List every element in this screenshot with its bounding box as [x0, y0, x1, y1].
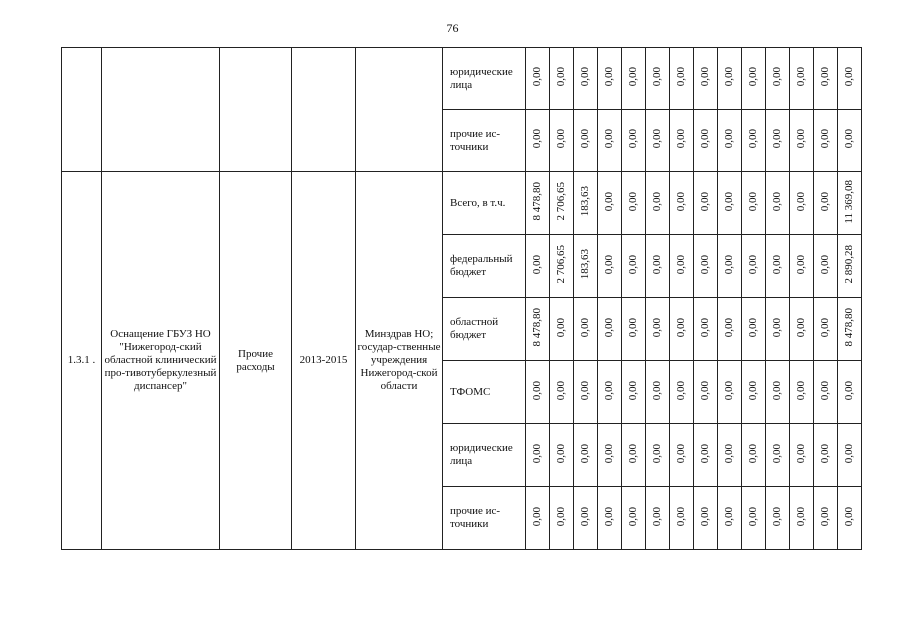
value-cell — [742, 361, 766, 424]
value-cell — [646, 298, 670, 361]
value-cell — [718, 298, 742, 361]
value-text: 0,00 — [795, 317, 807, 338]
value-cell — [718, 487, 742, 550]
value-text: 0,00 — [843, 443, 855, 464]
value-cell — [718, 48, 742, 110]
value-text: 0,00 — [627, 380, 639, 401]
value-text: 0,00 — [579, 380, 591, 401]
value-text: 0,00 — [795, 129, 807, 149]
value-text: 0,00 — [723, 506, 735, 527]
value-text: 0,00 — [603, 67, 615, 87]
page-number: 76 — [446, 21, 459, 35]
value-cell — [838, 172, 862, 235]
value-cell — [574, 424, 598, 487]
value-cell — [550, 424, 574, 487]
value-cell — [598, 361, 622, 424]
value-cell — [670, 110, 694, 172]
value-cell — [838, 487, 862, 550]
value-text: 0,00 — [603, 129, 615, 149]
value-text: 0,00 — [651, 67, 663, 87]
value-cell — [742, 48, 766, 110]
value-text: 0,00 — [699, 506, 711, 527]
value-text: 0,00 — [723, 380, 735, 401]
value-cell — [814, 298, 838, 361]
value-cell — [742, 298, 766, 361]
value-cell — [694, 48, 718, 110]
period-cell — [292, 48, 356, 172]
value-cell — [838, 48, 862, 110]
value-text: 0,00 — [723, 254, 735, 275]
value-text: 0,00 — [579, 443, 591, 464]
value-cell — [718, 424, 742, 487]
value-text: 0,00 — [555, 380, 567, 401]
value-cell — [718, 361, 742, 424]
value-text: 0,00 — [579, 317, 591, 338]
value-text: 0,00 — [675, 129, 687, 149]
value-text: 0,00 — [675, 191, 687, 212]
value-cell — [598, 48, 622, 110]
value-cell — [526, 48, 550, 110]
value-text: 0,00 — [675, 443, 687, 464]
table-row — [62, 48, 862, 110]
value-text: 0,00 — [795, 443, 807, 464]
value-text: 0,00 — [747, 129, 759, 149]
value-cell — [646, 235, 670, 298]
value-cell — [814, 172, 838, 235]
value-cell — [790, 172, 814, 235]
value-text: 0,00 — [699, 443, 711, 464]
value-cell — [646, 48, 670, 110]
value-cell — [790, 48, 814, 110]
value-cell — [622, 487, 646, 550]
value-text: 0,00 — [603, 317, 615, 338]
source-label: областной бюджет — [443, 298, 526, 361]
value-cell — [766, 424, 790, 487]
value-text: 0,00 — [675, 254, 687, 275]
value-text: 0,00 — [747, 443, 759, 464]
value-cell — [766, 487, 790, 550]
value-text: 8 478,80 — [843, 308, 855, 347]
value-text: 0,00 — [699, 67, 711, 87]
value-cell — [814, 110, 838, 172]
value-text: 0,00 — [723, 67, 735, 87]
value-text: 0,00 — [531, 129, 543, 149]
value-cell — [838, 298, 862, 361]
value-text: 0,00 — [819, 317, 831, 338]
value-text: 0,00 — [531, 254, 543, 275]
value-text: 0,00 — [795, 254, 807, 275]
value-text: 0,00 — [579, 129, 591, 149]
funding-table — [61, 47, 862, 550]
value-text: 0,00 — [723, 191, 735, 212]
value-text: 0,00 — [603, 254, 615, 275]
value-text: 183,63 — [579, 249, 591, 280]
source-label: Всего, в т.ч. — [443, 172, 526, 235]
item-name-cell — [102, 48, 220, 172]
value-text: 2 706,65 — [555, 182, 567, 221]
value-text: 0,00 — [843, 129, 855, 149]
value-cell — [670, 298, 694, 361]
value-text: 0,00 — [675, 317, 687, 338]
value-text: 0,00 — [771, 67, 783, 87]
value-text: 0,00 — [795, 67, 807, 87]
value-cell — [766, 110, 790, 172]
value-text: 0,00 — [651, 506, 663, 527]
value-text: 0,00 — [819, 380, 831, 401]
value-text: 0,00 — [555, 317, 567, 338]
value-cell — [550, 172, 574, 235]
value-text: 0,00 — [675, 67, 687, 87]
value-cell — [814, 48, 838, 110]
value-cell — [598, 110, 622, 172]
value-text: 11 369,08 — [843, 179, 855, 224]
value-text: 0,00 — [747, 191, 759, 212]
value-cell — [574, 172, 598, 235]
value-text: 0,00 — [579, 506, 591, 527]
value-cell — [622, 48, 646, 110]
value-cell — [694, 298, 718, 361]
value-text: 2 890,28 — [843, 245, 855, 284]
value-text: 0,00 — [747, 67, 759, 87]
value-cell — [814, 361, 838, 424]
value-text: 0,00 — [603, 380, 615, 401]
source-label: прочие ис-точники — [443, 110, 526, 172]
value-cell — [670, 487, 694, 550]
value-text: 0,00 — [651, 443, 663, 464]
value-cell — [646, 424, 670, 487]
value-text: 0,00 — [819, 129, 831, 149]
value-text: 0,00 — [699, 380, 711, 401]
value-text: 0,00 — [627, 506, 639, 527]
value-cell — [790, 235, 814, 298]
value-cell — [646, 110, 670, 172]
value-text: 0,00 — [555, 67, 567, 87]
value-cell — [694, 487, 718, 550]
value-text: 0,00 — [627, 191, 639, 212]
value-cell — [742, 487, 766, 550]
value-cell — [622, 235, 646, 298]
value-cell — [646, 487, 670, 550]
value-cell — [718, 235, 742, 298]
value-cell — [622, 361, 646, 424]
value-cell — [766, 48, 790, 110]
value-cell — [766, 172, 790, 235]
value-text: 0,00 — [627, 317, 639, 338]
value-text: 0,00 — [747, 506, 759, 527]
value-cell — [646, 361, 670, 424]
value-text: 0,00 — [699, 191, 711, 212]
value-text: 0,00 — [531, 506, 543, 527]
value-cell — [598, 424, 622, 487]
value-cell — [526, 424, 550, 487]
value-cell — [694, 110, 718, 172]
value-cell — [574, 298, 598, 361]
value-cell — [766, 361, 790, 424]
value-cell — [598, 298, 622, 361]
value-text: 0,00 — [627, 254, 639, 275]
value-cell — [526, 361, 550, 424]
source-label: федеральный бюджет — [443, 235, 526, 298]
value-text: 0,00 — [555, 129, 567, 149]
value-text: 0,00 — [651, 129, 663, 149]
value-text: 0,00 — [723, 317, 735, 338]
value-cell — [550, 235, 574, 298]
value-cell — [574, 48, 598, 110]
value-cell — [670, 172, 694, 235]
value-cell — [790, 298, 814, 361]
value-text: 0,00 — [675, 380, 687, 401]
value-text: 0,00 — [795, 380, 807, 401]
value-cell — [622, 298, 646, 361]
value-text: 0,00 — [771, 443, 783, 464]
value-cell — [550, 110, 574, 172]
value-cell — [838, 361, 862, 424]
value-cell — [694, 172, 718, 235]
value-text: 0,00 — [627, 67, 639, 87]
value-text: 8 478,80 — [531, 308, 543, 347]
value-cell — [574, 487, 598, 550]
value-cell — [550, 298, 574, 361]
value-text: 0,00 — [771, 129, 783, 149]
value-cell — [574, 110, 598, 172]
value-cell — [742, 235, 766, 298]
value-text: 0,00 — [579, 67, 591, 87]
period-cell: 2013-2015 — [292, 172, 356, 550]
value-cell — [742, 424, 766, 487]
value-cell — [670, 235, 694, 298]
value-cell — [742, 172, 766, 235]
value-cell — [574, 235, 598, 298]
value-text: 0,00 — [627, 443, 639, 464]
value-cell — [790, 361, 814, 424]
value-cell — [766, 298, 790, 361]
value-cell — [814, 487, 838, 550]
value-text: 0,00 — [771, 380, 783, 401]
value-cell — [646, 172, 670, 235]
value-cell — [574, 361, 598, 424]
value-text: 0,00 — [555, 506, 567, 527]
value-cell — [814, 424, 838, 487]
value-text: 0,00 — [819, 506, 831, 527]
value-text: 0,00 — [843, 506, 855, 527]
value-cell — [622, 424, 646, 487]
value-cell — [694, 361, 718, 424]
value-text: 0,00 — [795, 191, 807, 212]
value-cell — [622, 110, 646, 172]
value-text: 0,00 — [819, 254, 831, 275]
source-label: юридические лица — [443, 48, 526, 110]
value-text: 0,00 — [603, 443, 615, 464]
value-cell — [790, 487, 814, 550]
value-text: 0,00 — [531, 67, 543, 87]
value-text: 0,00 — [771, 254, 783, 275]
value-text: 0,00 — [723, 443, 735, 464]
value-cell — [526, 110, 550, 172]
value-cell — [670, 361, 694, 424]
value-text: 2 706,65 — [555, 245, 567, 284]
value-cell — [598, 487, 622, 550]
value-text: 0,00 — [747, 254, 759, 275]
value-cell — [622, 172, 646, 235]
item-number-cell — [62, 48, 102, 172]
value-cell — [550, 361, 574, 424]
expense-type-cell: Прочие расходы — [220, 172, 292, 550]
value-text: 0,00 — [819, 67, 831, 87]
value-text: 183,63 — [579, 186, 591, 217]
value-cell — [598, 172, 622, 235]
value-cell — [694, 235, 718, 298]
value-text: 0,00 — [675, 506, 687, 527]
value-text: 0,00 — [771, 191, 783, 212]
value-cell — [526, 172, 550, 235]
value-text: 0,00 — [651, 380, 663, 401]
item-name-cell: Оснащение ГБУЗ НО "Нижегород-ский областной клинический про-тивотуберкулезный диспансер" — [102, 172, 220, 550]
value-cell — [766, 235, 790, 298]
value-text: 0,00 — [843, 380, 855, 401]
value-cell — [526, 235, 550, 298]
expense-type-cell — [220, 48, 292, 172]
value-cell — [838, 235, 862, 298]
executor-cell — [356, 48, 443, 172]
value-text: 0,00 — [747, 317, 759, 338]
table-row — [62, 172, 862, 235]
value-text: 0,00 — [699, 317, 711, 338]
executor-cell: Минздрав НО; государ-ственные учреждения Нижегород-ской области — [356, 172, 443, 550]
value-cell — [790, 110, 814, 172]
value-cell — [742, 110, 766, 172]
value-cell — [718, 172, 742, 235]
value-text: 0,00 — [843, 67, 855, 87]
value-cell — [670, 424, 694, 487]
value-text: 0,00 — [771, 506, 783, 527]
value-cell — [838, 110, 862, 172]
value-text: 0,00 — [795, 506, 807, 527]
value-text: 0,00 — [531, 380, 543, 401]
value-text: 0,00 — [651, 317, 663, 338]
value-text: 0,00 — [531, 443, 543, 464]
value-cell — [694, 424, 718, 487]
value-cell — [790, 424, 814, 487]
value-text: 8 478,80 — [531, 182, 543, 221]
source-label: прочие ис-точники — [443, 487, 526, 550]
value-text: 0,00 — [651, 191, 663, 212]
value-text: 0,00 — [699, 129, 711, 149]
value-text: 0,00 — [723, 129, 735, 149]
value-cell — [526, 298, 550, 361]
value-cell — [838, 424, 862, 487]
value-text: 0,00 — [699, 254, 711, 275]
value-text: 0,00 — [747, 380, 759, 401]
item-number-cell: 1.3.1 . — [62, 172, 102, 550]
value-text: 0,00 — [651, 254, 663, 275]
value-cell — [814, 235, 838, 298]
value-cell — [670, 48, 694, 110]
value-cell — [718, 110, 742, 172]
value-text: 0,00 — [819, 191, 831, 212]
value-text: 0,00 — [603, 191, 615, 212]
value-cell — [550, 487, 574, 550]
value-cell — [598, 235, 622, 298]
value-text: 0,00 — [771, 317, 783, 338]
value-cell — [526, 487, 550, 550]
value-cell — [550, 48, 574, 110]
value-text: 0,00 — [603, 506, 615, 527]
value-text: 0,00 — [819, 443, 831, 464]
value-text: 0,00 — [555, 443, 567, 464]
source-label: юридические лица — [443, 424, 526, 487]
value-text: 0,00 — [627, 129, 639, 149]
source-label: ТФОМС — [443, 361, 526, 424]
